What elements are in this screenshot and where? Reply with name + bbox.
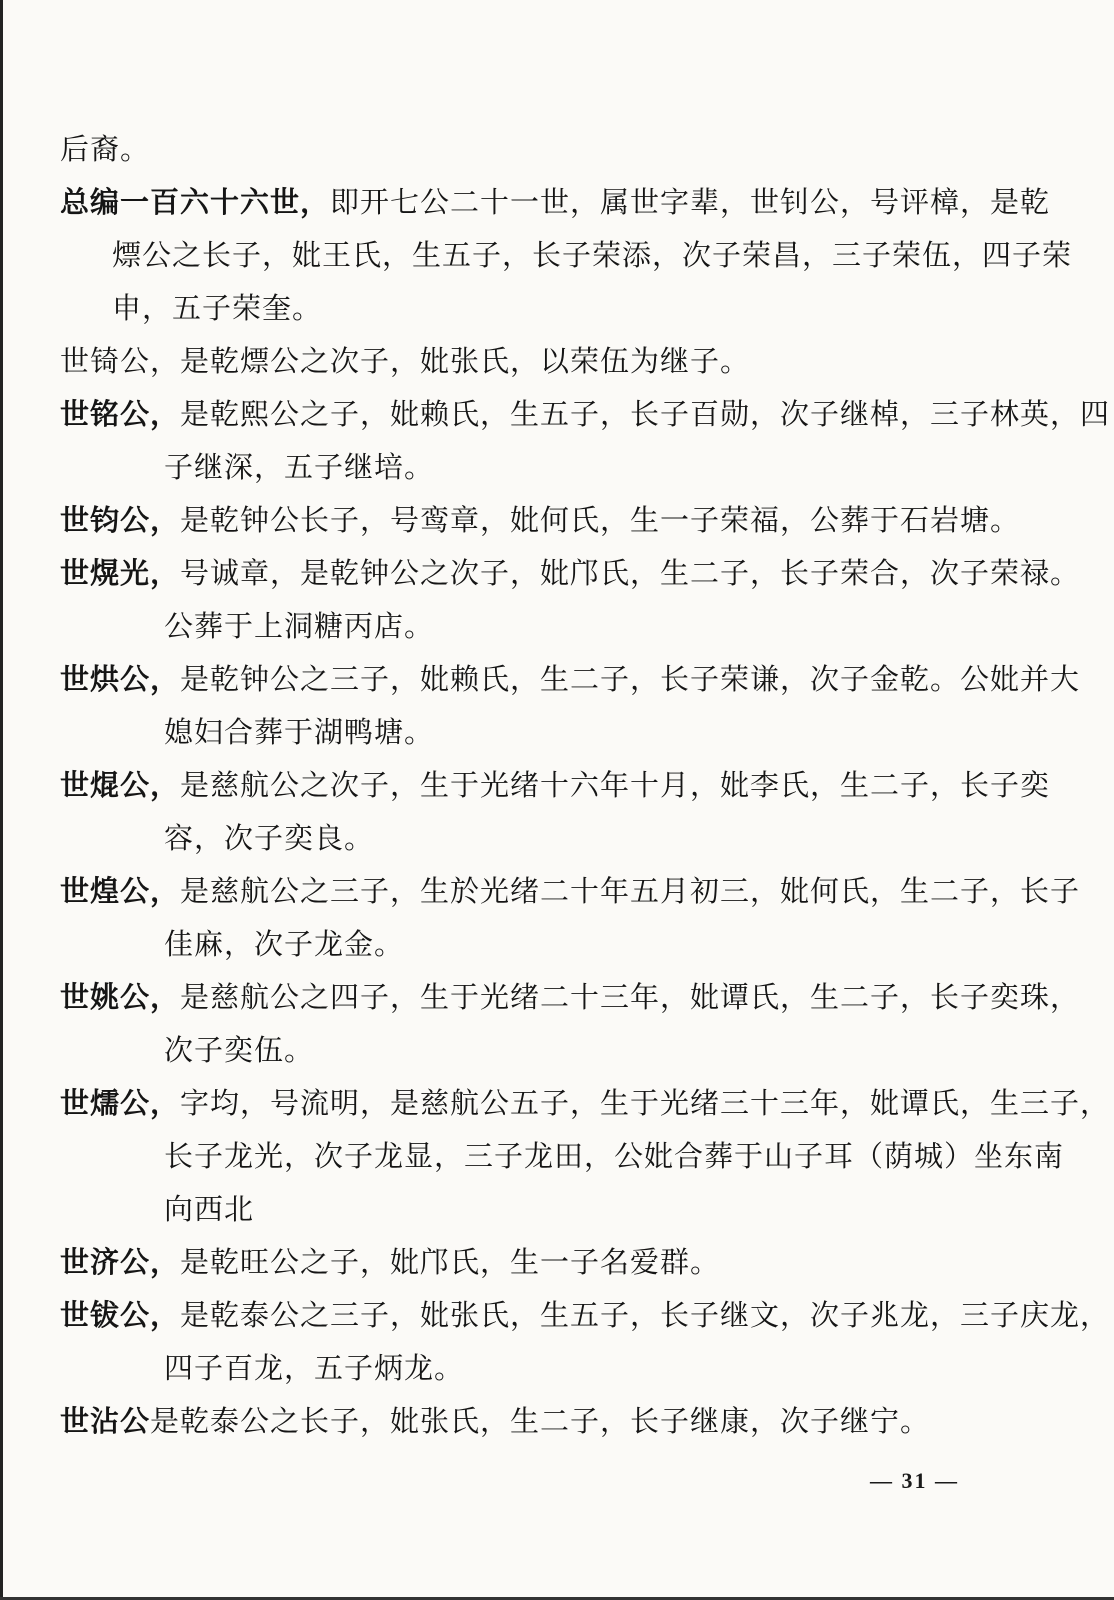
entry-name: 世姚公， (60, 980, 181, 1014)
line-text: 是乾泰公之长子，妣张氏，生二子，长子继康，次子继宁。 (150, 1404, 931, 1438)
entry-name: 世济公， (60, 1245, 181, 1279)
entry-name: 世烘公， (60, 662, 181, 696)
entry-line-23 (60, 1342, 1000, 1395)
line-text: 公葬于上洞糖丙店。 (164, 609, 435, 643)
entry-line-9 (60, 600, 1000, 653)
entry-line-5 (60, 388, 1111, 441)
line-text: 世锜公，是乾熛公之次子，妣张氏，以荣伍为继子。 (60, 344, 751, 378)
entry-line-20 (60, 1183, 1000, 1236)
entry-line-4 (60, 335, 1000, 388)
scan-edge-left (0, 0, 3, 1600)
line-text: 字均，号流明，是慈航公五子，生于光绪三十三年，妣谭氏，生三子， (180, 1086, 1111, 1120)
line-text: 是慈航公之四子，生于光绪二十三年，妣谭氏，生二子，长子奕珠， (180, 980, 1081, 1014)
line-text: 四子百龙，五子炳龙。 (164, 1351, 465, 1385)
entry-name: 世熀光， (60, 556, 181, 590)
line-text: 媳妇合葬于湖鸭塘。 (164, 715, 435, 749)
line-text: 即开七公二十一世，属世字辈，世钊公，号评樟，是乾 (330, 185, 1051, 219)
entry-line-16 (60, 971, 1081, 1024)
line-text: 是乾泰公之三子，妣张氏，生五子，长子继文，次子兆龙，三子庆龙， (180, 1298, 1111, 1332)
entry-line-10 (60, 653, 1081, 706)
line-text: 后裔。 (60, 132, 151, 166)
entry-line-2 (60, 229, 1073, 282)
entry-line-1 (60, 176, 1051, 229)
line-text: 子继深，五子继培。 (164, 450, 435, 484)
entry-line-18 (60, 1077, 1111, 1130)
entry-name: 世燸公， (60, 1086, 181, 1120)
entry-line-7 (60, 494, 1021, 547)
line-text: 是慈航公之次子，生于光绪十六年十月，妣李氏，生二子，长子奕 (180, 768, 1051, 802)
line-text: 向西北 (164, 1192, 255, 1226)
entry-line-17 (60, 1024, 1000, 1077)
entry-name: 世钧公， (60, 503, 181, 537)
entry-line-14 (60, 865, 1081, 918)
entry-line-21 (60, 1236, 1000, 1289)
entry-line-22 (60, 1289, 1111, 1342)
entry-line-13 (60, 812, 1000, 865)
entry-name: 世焜公， (60, 768, 181, 802)
entry-name: 世沾公 (60, 1404, 151, 1438)
entry-line-8 (60, 547, 1081, 600)
line-text: 是乾熙公之子，妣赖氏，生五子，长子百勋，次子继棹，三子林英，四 (180, 397, 1111, 431)
line-text: 熛公之长子，妣王氏，生五子，长子荣添，次子荣昌，三子荣伍，四子荣 (112, 238, 1073, 272)
line-text: 是慈航公之三子，生於光绪二十年五月初三，妣何氏，生二子，长子 (180, 874, 1081, 908)
entry-line-0 (60, 123, 1000, 176)
line-text: 次子奕伍。 (164, 1033, 315, 1067)
genealogy-text (60, 123, 1111, 1448)
entry-line-15 (60, 918, 1000, 971)
line-text: 是乾旺公之子，妣邝氏，生一子名爱群。 (180, 1245, 721, 1279)
entry-name: 总编一百六十六世， (60, 185, 331, 219)
entry-line-6 (60, 441, 1000, 494)
entry-line-24 (60, 1395, 1000, 1448)
entry-line-3 (60, 282, 1000, 335)
entry-line-11 (60, 706, 1000, 759)
line-text: 佳麻，次子龙金。 (164, 927, 405, 961)
entry-line-12 (60, 759, 1051, 812)
entry-name: 世铭公， (60, 397, 181, 431)
line-text: 号诚章，是乾钟公之次子，妣邝氏，生二子，长子荣合，次子荣禄。 (180, 556, 1081, 590)
entry-name: 世钹公， (60, 1298, 181, 1332)
line-text: 是乾钟公之三子，妣赖氏，生二子，长子荣谦，次子金乾。公妣并大 (180, 662, 1081, 696)
line-text: 容，次子奕良。 (164, 821, 375, 855)
line-text: 申，五子荣奎。 (112, 291, 323, 325)
entry-name: 世煌公， (60, 874, 181, 908)
entry-line-19 (60, 1130, 1065, 1183)
line-text: 长子龙光，次子龙显，三子龙田，公妣合葬于山子耳（荫城）坐东南 (164, 1139, 1065, 1173)
line-text: 是乾钟公长子，号鸾章，妣何氏，生一子荣福，公葬于石岩塘。 (180, 503, 1021, 537)
page-number: — 31 — (870, 1468, 959, 1493)
